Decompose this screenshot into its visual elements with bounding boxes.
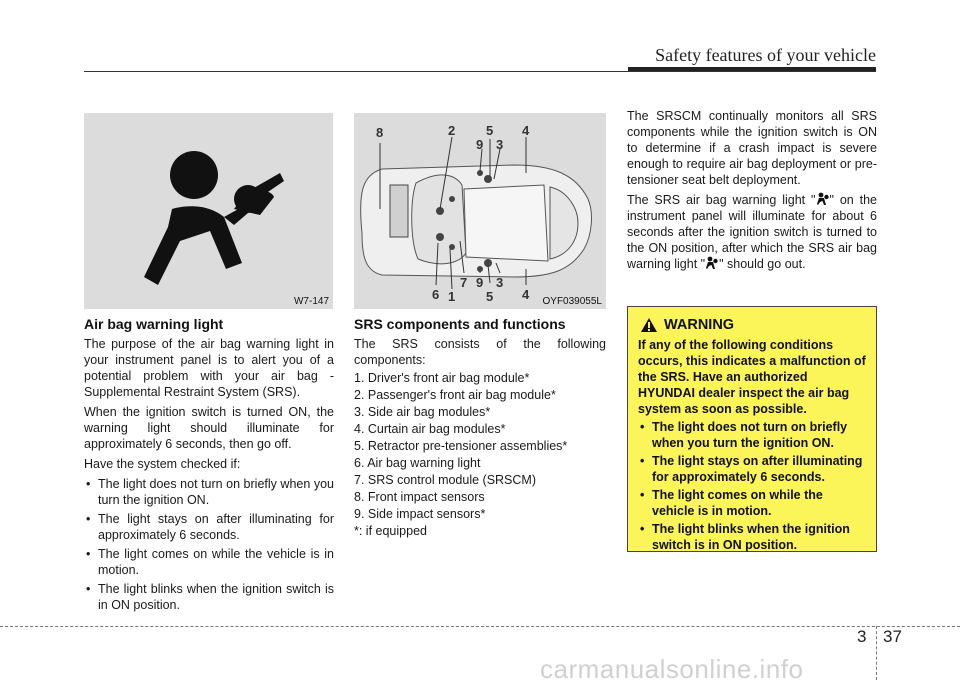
paragraph: Have the system checked if: <box>84 457 241 471</box>
header-rule <box>84 71 876 72</box>
callout-bottom-7: 7 <box>460 275 468 290</box>
page-number: 37 <box>883 627 902 646</box>
list-item: • The light does not turn on briefly when you turn the ignition ON. <box>84 476 334 508</box>
airbag-warning-text <box>84 336 334 616</box>
callout-bottom-3: 3 <box>496 275 504 290</box>
callout-bottom-1: 1 <box>448 289 456 304</box>
text-fragment: " should go out. <box>719 257 806 271</box>
paragraph <box>627 192 877 272</box>
list-item: 7. SRS control module (SRSCM) <box>354 473 537 487</box>
figure-caption-left: W7-147 <box>293 296 329 307</box>
warning-box <box>627 306 877 552</box>
airbag-warning-figure <box>84 113 333 309</box>
callout-top-3: 3 <box>496 137 504 152</box>
list-item: • The light comes on while the vehicle is in motion. <box>84 546 334 578</box>
footnote: *: if equipped <box>354 524 427 538</box>
callout-top-9: 9 <box>476 137 484 152</box>
srs-components-heading: SRS components and functions <box>354 316 566 332</box>
text-fragment: The SRS air bag warning light " <box>627 193 816 207</box>
callout-top-2: 2 <box>448 123 456 138</box>
airbag-warning-icon <box>84 113 333 309</box>
paragraph: The SRS consists of the following components: <box>354 337 606 367</box>
srscm-text <box>627 108 877 276</box>
airbag-warning-heading: Air bag warning light <box>84 316 224 332</box>
list-item: 4. Curtain air bag modules* <box>354 422 506 436</box>
list-item: • The light blinks when the ignition switch is in ON position. <box>638 521 866 553</box>
warning-triangle-icon <box>640 317 658 333</box>
list-item: 6. Air bag warning light <box>354 456 481 470</box>
list-item: 8. Front impact sensors <box>354 490 485 504</box>
warning-list <box>638 419 866 553</box>
list-item: • The light comes on while the vehicle is in motion. <box>638 487 866 519</box>
callout-bottom-6: 6 <box>432 287 440 302</box>
callout-bottom-4: 4 <box>522 287 530 302</box>
list-item: 1. Driver's front air bag module* <box>354 371 530 385</box>
list-item: 5. Retractor pre-tensioner assemblies* <box>354 439 568 453</box>
section-number: 3 <box>857 627 867 646</box>
footer-rule <box>0 626 960 627</box>
callout-top-8: 8 <box>376 125 384 140</box>
callout-top-5: 5 <box>486 123 494 138</box>
callout-bottom-9: 9 <box>476 275 484 290</box>
warning-body <box>638 337 866 553</box>
figure-caption-right: OYF039055L <box>542 296 602 307</box>
warning-title: WARNING <box>664 317 735 333</box>
list-item: • The light does not turn on briefly when you turn the ignition ON. <box>638 419 866 451</box>
paragraph: The purpose of the air bag warning light in your instrument panel is to alert you of a potential problem with your air bag - Supplemental Restraint System (SRS). <box>84 337 334 399</box>
airbag-person-icon <box>816 192 830 206</box>
section-title: Safety features of your vehicle <box>655 45 876 65</box>
paragraph: If any of the following conditions occurs, this indicates a malfunction of the SRS. Have an authorized HYUNDAI dealer inspect the air bag system as soon as possible. <box>638 338 866 416</box>
srs-components-text <box>354 336 606 540</box>
list-item: • The light blinks when the ignition switch is in ON position. <box>84 581 334 613</box>
list-item: 3. Side air bag modules* <box>354 405 491 419</box>
watermark: carmanualsonline.info <box>540 654 804 684</box>
list-item: 2. Passenger's front air bag module* <box>354 388 556 402</box>
list-item: 9. Side impact sensors* <box>354 507 486 521</box>
text-fragment: " on the instrument panel will illuminate for about 6 seconds after the ignition switch is turned to the ON position, after which the SRS air bag warning light " <box>627 193 878 271</box>
page-number-divider <box>876 626 877 680</box>
check-conditions-list <box>84 476 334 613</box>
paragraph: When the ignition switch is turned ON, the warning light should illuminate for approximately 6 seconds, then go off. <box>84 405 334 451</box>
airbag-person-icon <box>705 256 719 270</box>
srs-components-diagram <box>354 113 606 309</box>
list-item: • The light stays on after illuminating for approximately 6 seconds. <box>638 453 866 485</box>
car-topview-diagram <box>354 113 606 309</box>
callout-bottom-5: 5 <box>486 289 494 304</box>
list-item: • The light stays on after illuminating for approximately 6 seconds. <box>84 511 334 543</box>
paragraph: The SRSCM continually monitors all SRS components while the ignition switch is ON to determine if a crash impact is severe enough to require air bag deployment or pre-tensioner seat belt deployment. <box>627 109 877 187</box>
warning-title-row <box>640 317 866 333</box>
callout-top-4: 4 <box>522 123 530 138</box>
